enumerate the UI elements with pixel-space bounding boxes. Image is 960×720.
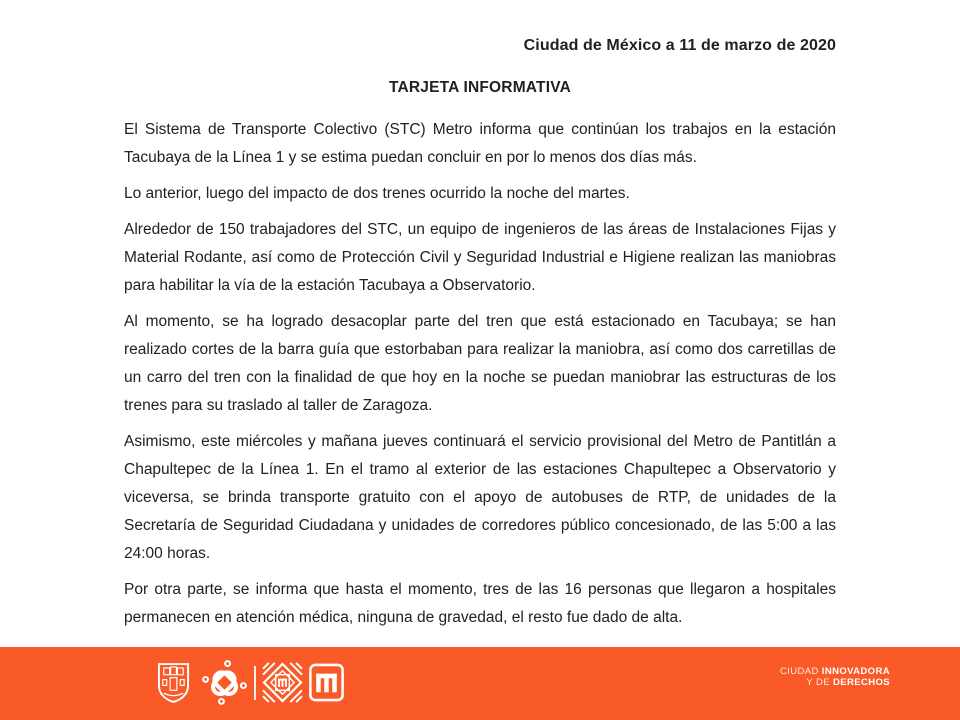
paragraph: Al momento, se ha logrado desacoplar parte del tren que está estacionado en Tacubaya; se han realizado cortes de la barra guía que estorbaban para realizar la maniobra, así como dos carretillas de un carro del tren con la finalidad de que hoy en la noche se puedan maniobrar las estructuras de los trenes para su traslado al taller de Zaragoza. xyxy=(124,313,836,414)
paragraph: Asimismo, este miércoles y mañana jueves continuará el servicio provisional del Metro de Pantitlán a Chapultepec de la Línea 1. En el tramo al exterior de las estaciones Chapultepec a Observatorio y viceversa, se brinda transporte gratuito con el apoyo de autobuses de RTP, de unidades de la Secretaría de Seguridad Ciudadana y unidades de corredores público concesionado, de las 5:00 a las 24:00 horas. xyxy=(124,433,836,562)
document-content xyxy=(124,36,836,640)
footer-logo-divider xyxy=(254,666,256,700)
metro-pattern-icon xyxy=(262,662,303,703)
cdmx-government-monogram-icon xyxy=(202,660,247,705)
tagline-line-1: CIUDAD INNOVADORA xyxy=(779,666,890,677)
dateline: Ciudad de México a 11 de marzo de 2020 xyxy=(523,37,836,54)
footer-banner xyxy=(0,647,960,720)
footer-tagline xyxy=(780,666,890,688)
page-title: TARJETA INFORMATIVA xyxy=(388,79,572,96)
paragraph: Alrededor de 150 trabajadores del STC, un equipo de ingenieros de las áreas de Instalaciones Fijas y Material Rodante, así como de Protección Civil y Seguridad Industrial e Higiene realizan las maniobras para habilitar la vía de la estación Tacubaya a Observatorio. xyxy=(124,221,836,294)
tagline-line-2: Y DE DERECHOS xyxy=(806,677,890,688)
paragraph: El Sistema de Transporte Colectivo (STC) Metro informa que continúan los trabajos en la estación Tacubaya de la Línea 1 y se estima puedan concluir en por lo menos dos días más. xyxy=(124,121,836,166)
stc-metro-icon xyxy=(308,662,345,703)
document-body xyxy=(124,116,836,632)
paragraph: Por otra parte, se informa que hasta el momento, tres de las 16 personas que llegaron a hospitales permanecen en atención médica, ninguna de gravedad, el resto fue dado de alta. xyxy=(124,581,836,626)
cdmx-coat-of-arms-icon xyxy=(157,662,190,703)
paragraph: Lo anterior, luego del impacto de dos trenes ocurrido la noche del martes. xyxy=(124,185,630,202)
